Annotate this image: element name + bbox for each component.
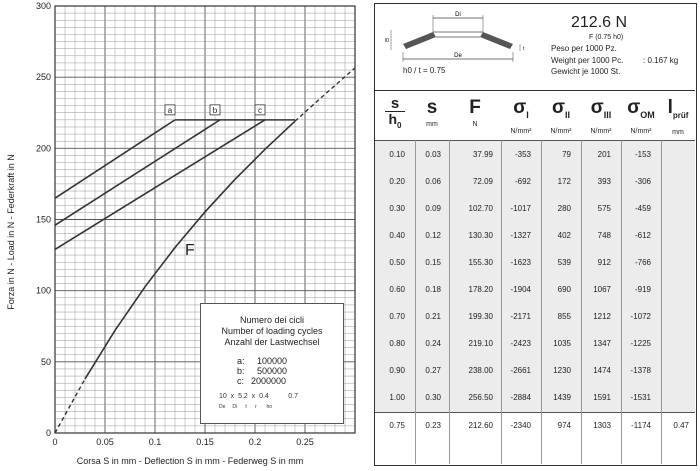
table-cell: 0.40	[389, 231, 405, 240]
table-cell: 37.99	[472, 150, 493, 159]
legend-title-en: Number of loading cycles	[221, 326, 323, 336]
table-cell: -2884	[510, 393, 531, 402]
table-cell: 855	[557, 312, 571, 321]
table-footer-row	[375, 412, 695, 438]
table-cell: 0.60	[389, 285, 405, 294]
table-cell: 0.47	[673, 421, 689, 430]
header-sigma-i: $\sigma_I$ N/mm²	[510, 97, 532, 135]
column-divider	[415, 140, 416, 464]
header-f: F N	[469, 97, 481, 128]
y-tick-label: 50	[40, 356, 51, 367]
table-cell: 280	[557, 204, 571, 213]
legend-cycle-b-key: b:	[237, 366, 245, 376]
x-tick-label: 0	[52, 437, 58, 447]
table-cell: 102.70	[468, 204, 493, 213]
table-row	[375, 222, 695, 249]
table-cell: 0.80	[389, 339, 405, 348]
table-row	[375, 168, 695, 195]
table-cell: -1072	[630, 312, 651, 321]
table-header	[375, 90, 695, 141]
table-cell: 155.30	[468, 258, 493, 267]
table-cell	[661, 168, 689, 195]
table-cell: 0.03	[425, 150, 441, 159]
table-cell: 0.21	[425, 312, 441, 321]
table-cell: 256.50	[468, 393, 493, 402]
table-cell: 393	[597, 177, 611, 186]
table-cell: -153	[634, 150, 651, 159]
table-cell: 1474	[593, 366, 611, 375]
series-f-label: F	[185, 242, 195, 260]
table-cell: 402	[557, 231, 571, 240]
column-divider	[541, 140, 542, 464]
cycles-legend	[200, 303, 344, 424]
series-f-start-dashed	[55, 379, 85, 433]
spring-data-panel	[374, 3, 697, 466]
table-row	[375, 141, 695, 168]
table-row	[375, 384, 695, 411]
table-cell: -2340	[510, 421, 531, 430]
legend-title-de: Anzahl der Lastwechsel	[224, 337, 320, 347]
table-cell: 0.30	[389, 204, 405, 213]
table-cell: -1174	[631, 421, 651, 430]
table-cell: -1904	[510, 285, 531, 294]
x-tick-label: 0.05	[96, 437, 114, 447]
header-s-over-h0: s $h_0$	[375, 90, 415, 140]
table-cell: -1225	[630, 339, 651, 348]
diagram-label-t: t	[523, 46, 525, 52]
table-body	[375, 141, 695, 413]
table-cell: 1303	[593, 421, 611, 430]
table-cell	[661, 330, 689, 357]
x-tick-label: 0.15	[196, 437, 214, 447]
table-cell: 575	[597, 204, 611, 213]
table-cell: 0.90	[389, 366, 405, 375]
y-tick-label: 0	[45, 428, 51, 438]
table-cell: -2171	[510, 312, 531, 321]
table-cell: 1.00	[389, 393, 405, 402]
table-cell: 79	[562, 150, 571, 159]
table-cell: 0.30	[425, 393, 441, 402]
table-cell	[661, 276, 689, 303]
table-cell: 172	[557, 177, 571, 186]
table-cell: 912	[597, 258, 611, 267]
table-cell: -1327	[510, 231, 531, 240]
table-cell: -1378	[630, 366, 651, 375]
table-cell: 178.20	[468, 285, 493, 294]
legend-cycle-a-value: 100000	[257, 356, 288, 366]
table-row	[375, 357, 695, 384]
table-cell: -459	[634, 204, 651, 213]
table-cell: 1035	[553, 339, 571, 348]
header-s: s mm	[426, 97, 438, 128]
y-tick-label: 250	[35, 72, 51, 83]
column-divider	[449, 140, 450, 464]
diagram-label-de: De	[454, 53, 462, 59]
table-row	[375, 276, 695, 303]
header-sigma-iii: $\sigma_{III}$ N/mm²	[590, 97, 612, 135]
table-cell: 0.15	[425, 258, 441, 267]
table-cell	[661, 384, 689, 411]
table-cell: 130.30	[468, 231, 493, 240]
table-row	[375, 195, 695, 222]
table-cell	[661, 195, 689, 222]
table-cell: 1347	[593, 339, 611, 348]
y-tick-label: 300	[35, 1, 51, 11]
table-row	[375, 330, 695, 357]
table-cell: 0.70	[389, 312, 405, 321]
legend-cycle-c-value: 2000000	[251, 376, 287, 386]
table-cell: 0.12	[425, 231, 441, 240]
table-row	[375, 249, 695, 276]
series-c-line	[55, 120, 265, 250]
header-sigma-ii: $\sigma_{II}$ N/mm²	[550, 97, 572, 135]
table-cell: -1623	[510, 258, 531, 267]
rated-force: 212.6 N	[571, 14, 628, 31]
table-cell: 0.23	[425, 421, 441, 430]
table-cell: 1230	[553, 366, 571, 375]
table-cell: 212.60	[468, 421, 493, 430]
legend-dimensions: 10 x 5.2 x 0.4 0.7	[219, 393, 298, 400]
series-b-label: b	[212, 105, 218, 115]
table-cell: 539	[557, 258, 571, 267]
table-cell	[661, 357, 689, 384]
table-cell: 748	[597, 231, 611, 240]
legend-cycle-b-value: 500000	[257, 366, 288, 376]
table-cell: 238.00	[468, 366, 493, 375]
y-axis-label: Forza in N - Load in N - Federkraft in N	[6, 154, 16, 310]
table-cell: 72.09	[472, 177, 493, 186]
weight-label-en: Weight per 1000 Pc.	[551, 56, 624, 65]
table-cell: 1591	[593, 393, 611, 402]
table-cell: -2661	[510, 366, 531, 375]
x-axis-label: Corsa S in mm - Deflection S in mm - Federweg S in mm	[76, 456, 304, 466]
table-cell: 1212	[593, 312, 611, 321]
table-cell: 1067	[593, 285, 611, 294]
table-cell: 219.10	[468, 339, 493, 348]
column-divider	[581, 140, 582, 464]
weight-value: : 0.167 kg	[643, 56, 679, 65]
y-tick-label: 100	[35, 285, 51, 296]
x-tick-label: 0.1	[148, 437, 162, 447]
table-cell: 0.06	[425, 177, 441, 186]
table-cell: -2423	[510, 339, 531, 348]
header-l-pruef: $l_{prüf}$ mm	[667, 97, 689, 136]
column-divider	[621, 140, 622, 464]
table-cell	[661, 141, 689, 168]
table-cell: -692	[514, 177, 531, 186]
table-cell	[661, 222, 689, 249]
column-divider	[501, 140, 502, 464]
table-cell: 0.09	[425, 204, 441, 213]
series-a-label: a	[167, 105, 173, 115]
table-cell: 0.75	[389, 421, 405, 430]
table-cell: -612	[634, 231, 651, 240]
table-cell	[661, 303, 689, 330]
legend-title-it: Numero dei cicli	[239, 315, 305, 325]
table-cell: -1017	[510, 204, 531, 213]
table-cell: 0.27	[425, 366, 441, 375]
table-cell: -353	[514, 150, 531, 159]
table-row	[375, 303, 695, 330]
legend-dimension-symbols: De Di t r ho	[219, 404, 273, 410]
weight-label-de: Gewicht je 1000 St.	[551, 67, 621, 76]
table-cell: 201	[597, 150, 611, 159]
table-cell: 0.18	[425, 285, 441, 294]
table-cell: 974	[557, 421, 571, 430]
x-tick-label: 0.25	[296, 437, 314, 447]
table-cell: -306	[634, 177, 651, 186]
table-cell	[661, 249, 689, 276]
table-cell: 0.50	[389, 258, 405, 267]
h0-over-t-ratio: h0 / t = 0.75	[403, 66, 446, 75]
diagram-label-l0: l0	[385, 38, 389, 44]
table-cell: -1531	[630, 393, 651, 402]
rated-force-note: F (0.75 h0)	[589, 34, 624, 41]
table-cell: 690	[557, 285, 571, 294]
spring-spec-header	[375, 4, 695, 91]
disc-spring-diagram	[383, 10, 533, 74]
table-cell: 0.10	[389, 150, 405, 159]
table-cell: 199.30	[468, 312, 493, 321]
table-footer-cells	[375, 412, 695, 439]
x-tick-label: 0.2	[248, 437, 262, 447]
weight-label-it: Peso per 1000 Pz.	[551, 44, 617, 53]
y-tick-label: 150	[35, 214, 51, 225]
column-divider	[661, 140, 662, 464]
table-cell: -766	[634, 258, 651, 267]
series-c-label: c	[258, 105, 262, 115]
legend-cycle-a-key: a:	[237, 356, 245, 366]
header-sigma-om: $\sigma_{OM}$ N/mm²	[627, 97, 655, 135]
table-cell: -919	[634, 285, 651, 294]
table-cell: 1439	[553, 393, 571, 402]
table-cell: 0.20	[389, 177, 405, 186]
legend-cycle-c-key: c:	[237, 376, 245, 386]
table-cell: 0.24	[425, 339, 441, 348]
diagram-label-di: Di	[455, 12, 461, 18]
y-tick-label: 200	[35, 143, 51, 154]
